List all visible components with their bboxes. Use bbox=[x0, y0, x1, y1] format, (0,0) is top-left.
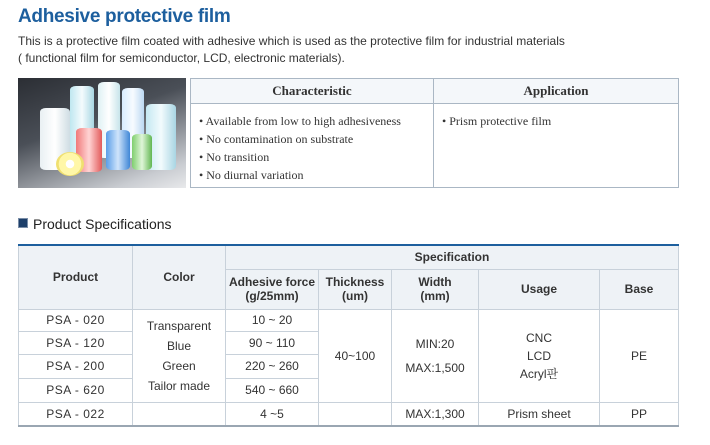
application-list bbox=[442, 112, 670, 130]
adhesive-cell: 10 ~ 20 bbox=[226, 309, 319, 331]
characteristic-item: • No contamination on substrate bbox=[199, 130, 425, 148]
product-photo bbox=[18, 78, 186, 188]
adhesive-force-header bbox=[226, 269, 319, 309]
base-cell: PP bbox=[600, 402, 679, 426]
color-item: Transparent bbox=[146, 318, 212, 333]
section-heading bbox=[18, 216, 172, 232]
section-title: Product Specifications bbox=[33, 216, 172, 232]
characteristic-item: • No diurnal variation bbox=[199, 166, 425, 184]
width-min: MIN:20 bbox=[415, 336, 455, 351]
width-label: Width bbox=[418, 275, 452, 289]
description-line-2: ( functional film for semiconductor, LCD, electronic materials). bbox=[18, 51, 345, 65]
width-header bbox=[392, 269, 479, 309]
adhesive-cell: 90 ~ 110 bbox=[226, 331, 319, 354]
product-cell: PSA - 022 bbox=[19, 402, 133, 426]
usage-item: LCD bbox=[526, 348, 551, 363]
adhesive-cell: 220 ~ 260 bbox=[226, 354, 319, 378]
color-header: Color bbox=[133, 245, 226, 309]
spec-table bbox=[18, 244, 679, 427]
usage-header: Usage bbox=[479, 269, 600, 309]
description-line-1: This is a protective film coated with adhesive which is used as the protective film for industrial materials bbox=[18, 34, 565, 48]
adhesive-cell: 4 ~5 bbox=[226, 402, 319, 426]
application-cell bbox=[434, 104, 679, 188]
table-row bbox=[19, 309, 679, 331]
product-cell: PSA - 200 bbox=[19, 354, 133, 378]
characteristic-list bbox=[199, 112, 425, 184]
color-cell bbox=[133, 309, 226, 402]
application-header: Application bbox=[434, 79, 679, 104]
base-cell: PE bbox=[600, 309, 679, 402]
specification-header: Specification bbox=[226, 245, 679, 269]
usage-item: Acryl판 bbox=[519, 366, 559, 381]
characteristic-item: • No transition bbox=[199, 148, 425, 166]
thickness-label: Thickness bbox=[325, 275, 385, 289]
product-header: Product bbox=[19, 245, 133, 309]
adhesive-cell: 540 ~ 660 bbox=[226, 378, 319, 402]
color-item: Green bbox=[162, 358, 196, 373]
thickness-cell: 40~100 bbox=[319, 309, 392, 402]
thickness-unit: (um) bbox=[342, 289, 368, 303]
usage-cell: Prism sheet bbox=[479, 402, 600, 426]
base-header: Base bbox=[600, 269, 679, 309]
color-item: Blue bbox=[166, 338, 192, 353]
width-max: MAX:1,500 bbox=[405, 360, 465, 375]
characteristic-cell bbox=[191, 104, 434, 188]
adhesive-force-label: Adhesive force bbox=[228, 275, 316, 289]
color-cell-empty bbox=[133, 402, 226, 426]
description bbox=[18, 33, 565, 67]
adhesive-force-unit: (g/25mm) bbox=[245, 289, 299, 303]
width-cell bbox=[392, 309, 479, 402]
page-title: Adhesive protective film bbox=[18, 6, 231, 27]
product-cell: PSA - 120 bbox=[19, 331, 133, 354]
color-item: Tailor made bbox=[147, 378, 211, 393]
info-table bbox=[190, 78, 679, 188]
table-row bbox=[19, 402, 679, 426]
product-cell: PSA - 620 bbox=[19, 378, 133, 402]
application-item: • Prism protective film bbox=[442, 112, 670, 130]
usage-item: CNC bbox=[526, 330, 552, 345]
thickness-header bbox=[319, 269, 392, 309]
characteristic-header: Characteristic bbox=[191, 79, 434, 104]
width-cell: MAX:1,300 bbox=[392, 402, 479, 426]
thickness-cell-empty bbox=[319, 402, 392, 426]
characteristic-item: • Available from low to high adhesiveness bbox=[199, 112, 425, 130]
width-unit: (mm) bbox=[420, 289, 450, 303]
square-bullet-icon bbox=[18, 218, 28, 228]
product-cell: PSA - 020 bbox=[19, 309, 133, 331]
usage-cell bbox=[479, 309, 600, 402]
